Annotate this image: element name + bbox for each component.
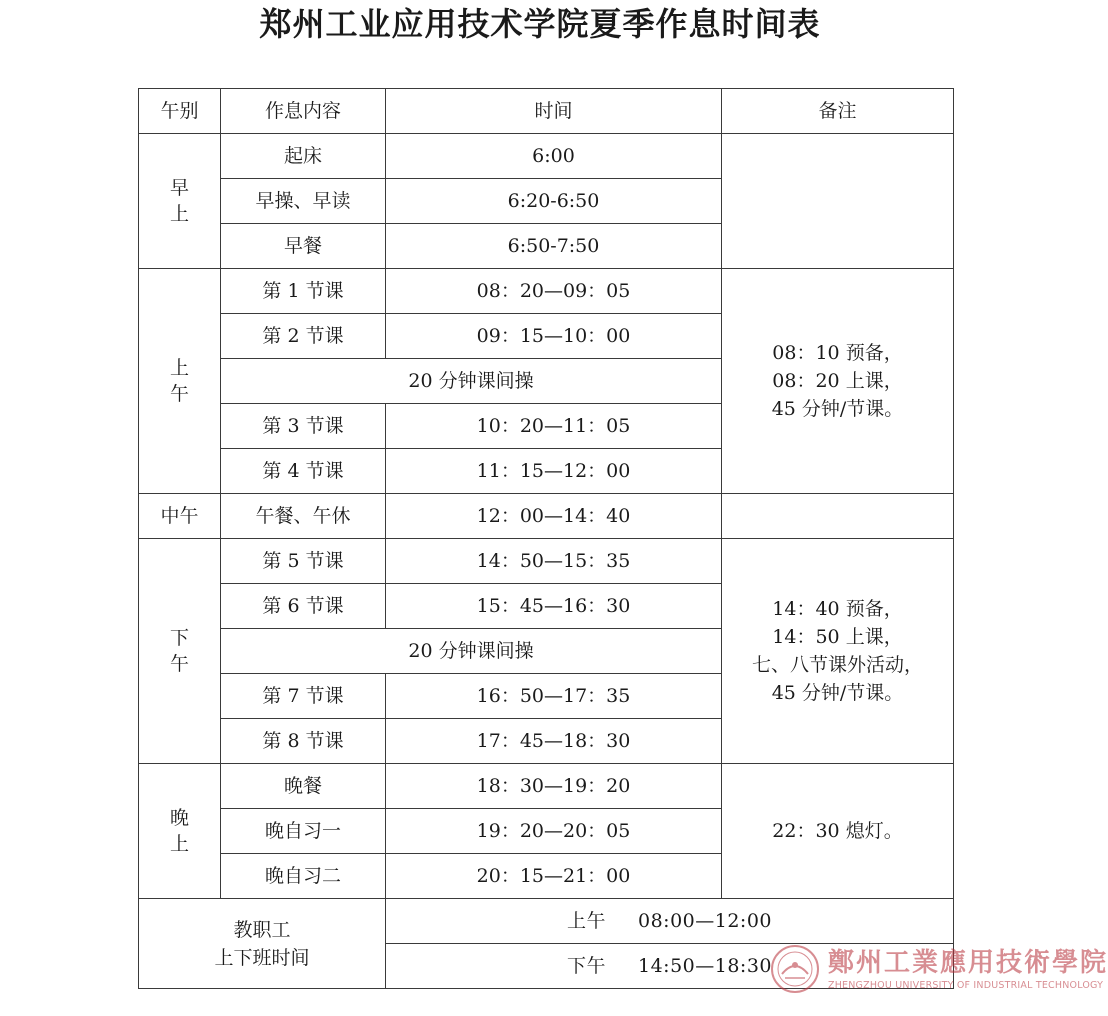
activity-cell: 早餐	[221, 224, 386, 269]
activity-cell: 第 7 节课	[221, 674, 386, 719]
header-time: 时间	[386, 89, 722, 134]
time-cell: 15：45—16：30	[386, 584, 722, 629]
table-row	[139, 764, 954, 809]
break-exercise-cell: 20 分钟课间操	[221, 359, 722, 404]
activity-cell: 午餐、午休	[221, 494, 386, 539]
activity-cell: 早操、早读	[221, 179, 386, 224]
period-noon: 中午	[139, 494, 221, 539]
staff-hours-label: 教职工 上下班时间	[139, 899, 386, 989]
header-row	[139, 89, 954, 134]
university-watermark	[770, 940, 1108, 1000]
time-cell: 14：50—15：35	[386, 539, 722, 584]
activity-cell: 第 5 节课	[221, 539, 386, 584]
period-forenoon: 上 午	[139, 269, 221, 494]
time-cell: 09：15—10：00	[386, 314, 722, 359]
time-cell: 19：20—20：05	[386, 809, 722, 854]
remark-noon	[722, 494, 954, 539]
time-cell: 18：30—19：20	[386, 764, 722, 809]
watermark-name: 鄭州工業應用技術學院	[828, 948, 1108, 978]
activity-cell: 晚自习二	[221, 854, 386, 899]
remark-evening: 22：30 熄灯。	[722, 764, 954, 899]
period-afternoon: 下 午	[139, 539, 221, 764]
activity-cell: 第 3 节课	[221, 404, 386, 449]
activity-cell: 第 2 节课	[221, 314, 386, 359]
header-remark: 备注	[722, 89, 954, 134]
table-row	[139, 539, 954, 584]
watermark-english: ZHENGZHOU UNIVERSITY OF INDUSTRIAL TECHNOLOGY	[828, 980, 1104, 991]
time-cell: 08：20—09：05	[386, 269, 722, 314]
table-row	[139, 269, 954, 314]
table-row	[139, 134, 954, 179]
activity-cell: 晚餐	[221, 764, 386, 809]
time-cell: 17：45—18：30	[386, 719, 722, 764]
header-period: 午别	[139, 89, 221, 134]
time-cell: 16：50—17：35	[386, 674, 722, 719]
time-cell: 20：15—21：00	[386, 854, 722, 899]
time-cell: 10：20—11：05	[386, 404, 722, 449]
table-row	[139, 899, 954, 944]
header-activity: 作息内容	[221, 89, 386, 134]
table-row	[139, 494, 954, 539]
time-cell: 6:00	[386, 134, 722, 179]
remark-forenoon: 08：10 预备， 08：20 上课， 45 分钟/节课。	[722, 269, 954, 494]
time-cell: 6:50-7:50	[386, 224, 722, 269]
remark-early-morning	[722, 134, 954, 269]
activity-cell: 晚自习一	[221, 809, 386, 854]
time-cell: 6:20-6:50	[386, 179, 722, 224]
activity-cell: 第 8 节课	[221, 719, 386, 764]
activity-cell: 第 1 节课	[221, 269, 386, 314]
remark-afternoon: 14：40 预备， 14：50 上课， 七、八节课外活动， 45 分钟/节课。	[722, 539, 954, 764]
time-cell: 12：00—14：40	[386, 494, 722, 539]
period-early-morning: 早 上	[139, 134, 221, 269]
page-title: 郑州工业应用技术学院夏季作息时间表	[259, 5, 821, 43]
staff-am-time: 上午 08:00—12:00	[386, 899, 954, 944]
schedule-table	[138, 88, 954, 989]
staff-pm-time: 下午 14:50—18:30	[386, 944, 954, 989]
period-evening: 晚 上	[139, 764, 221, 899]
break-exercise-cell: 20 分钟课间操	[221, 629, 722, 674]
activity-cell: 起床	[221, 134, 386, 179]
university-seal-icon	[770, 944, 820, 994]
activity-cell: 第 6 节课	[221, 584, 386, 629]
activity-cell: 第 4 节课	[221, 449, 386, 494]
time-cell: 11：15—12：00	[386, 449, 722, 494]
